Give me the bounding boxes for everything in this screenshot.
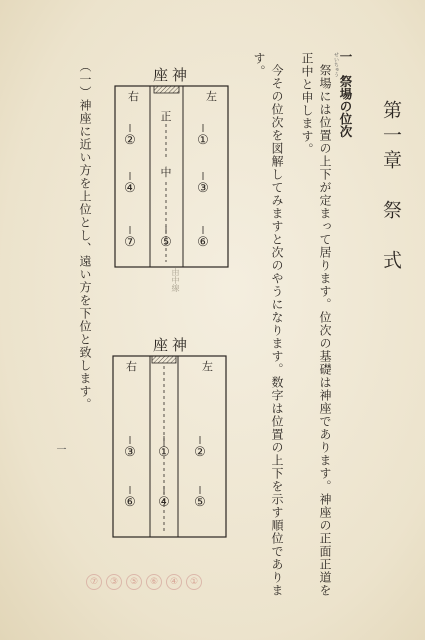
position-rank: ① <box>158 445 170 460</box>
stamp-mark: ⑥ <box>146 574 162 590</box>
position-rank: ⑦ <box>124 235 136 250</box>
ruby-annotation: せいちゅう <box>333 52 339 77</box>
position-rank: ① <box>197 133 209 148</box>
seating-diagram-1 <box>110 62 235 272</box>
paragraph-line-4: す。 <box>252 52 266 78</box>
paragraph-line-1: 祭場には位置の上下が定まって居ります。位次の基礎は神座であります。神座の正面正道を <box>318 64 332 597</box>
left-side-label: 右 <box>126 360 137 373</box>
center-label: 正 <box>160 110 172 123</box>
position-rank: ② <box>194 445 206 460</box>
chapter-title: 第一章 祭 式 <box>380 100 402 275</box>
paragraph-line-3: 今その位次を図解してみますと次のやうになります。数字は位置の上下を示す順位でありま <box>270 64 284 597</box>
position-rank: ④ <box>158 495 170 510</box>
position-rank: ② <box>124 133 136 148</box>
position-rank: ⑥ <box>197 235 209 250</box>
pencil-note: 由中線 <box>171 268 180 292</box>
position-rank: ③ <box>124 445 136 460</box>
seating-diagram-2 <box>108 332 233 542</box>
altar-block <box>154 86 179 93</box>
kamiza-label: 座神 <box>152 66 192 84</box>
position-rank: ③ <box>197 181 209 196</box>
stamp-mark: ⑤ <box>126 574 142 590</box>
paragraph-line-2: 正中と申します。 <box>300 52 314 156</box>
right-side-label: 左 <box>206 90 217 103</box>
right-side-label: 左 <box>202 360 213 373</box>
note-text: （一）神座に近い方を上位とし、遠い方を下位と致します。 <box>78 60 92 411</box>
position-rank: ⑥ <box>124 495 136 510</box>
stamp-mark: ④ <box>166 574 182 590</box>
stamp-mark: ⑦ <box>86 574 102 590</box>
position-rank: ⑤ <box>160 235 172 250</box>
position-rank: ④ <box>124 181 136 196</box>
left-side-label: 右 <box>128 90 139 103</box>
stamp-mark: ③ <box>106 574 122 590</box>
page-mark: 一 <box>54 444 65 454</box>
section-title: 一 祭場の位次 <box>338 50 353 138</box>
stamp-mark: ① <box>186 574 202 590</box>
altar-block <box>152 356 176 363</box>
stamp-row <box>86 574 202 590</box>
kamiza-label: 座神 <box>152 336 192 354</box>
center-label: 中 <box>160 166 172 179</box>
position-rank: ⑤ <box>194 495 206 510</box>
